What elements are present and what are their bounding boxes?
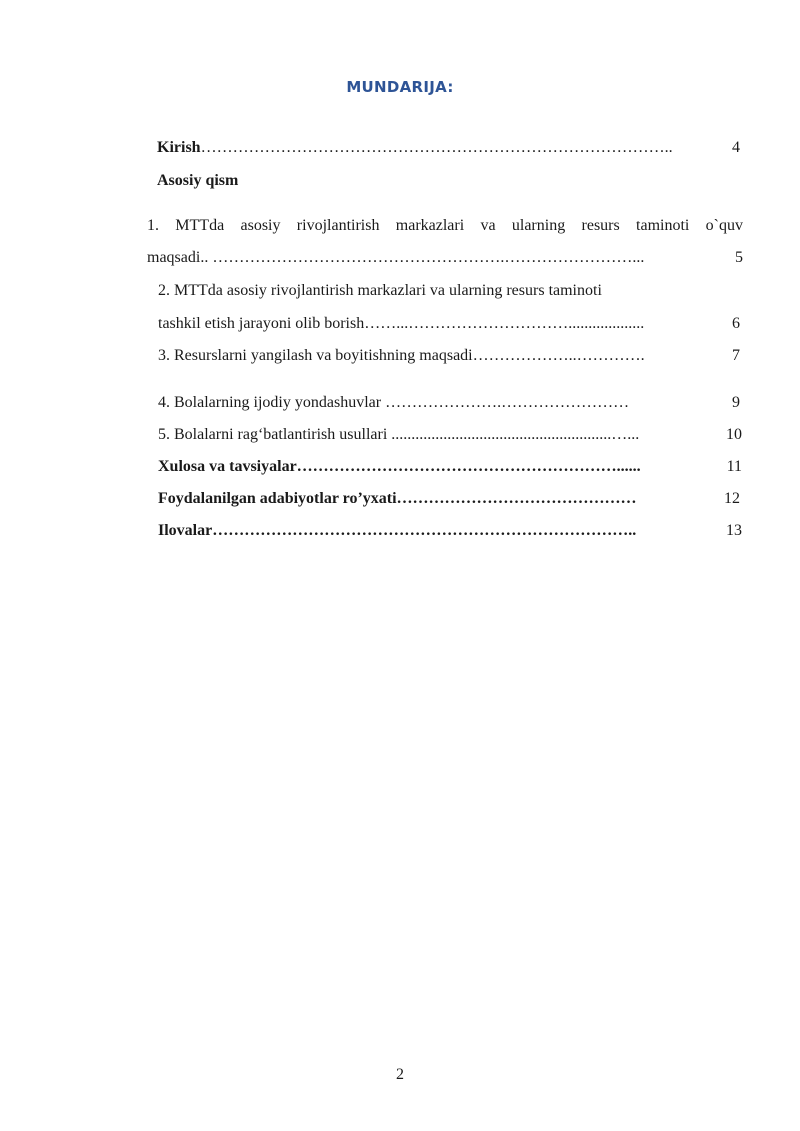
toc-entry-2-line1: 2. MTTda asosiy rivojlantirish markazlari va ularning resurs taminoti [158,282,602,299]
toc-leader-dots: …………………………………………………………………….. [212,522,637,539]
toc-page-number: 7 [732,347,740,364]
toc-title: MUNDARIJA: [346,78,454,96]
toc-page-number: 12 [724,490,740,507]
toc-page-number: 6 [732,315,740,332]
toc-entry-ilovalar [158,521,742,541]
toc-page-number: 13 [726,522,742,539]
toc-entry-label: maqsadi.. ……………………………………………….……………………... [147,249,645,266]
toc-leader-dots: ……………………………………… [396,490,637,507]
toc-entry-label: Xulosa va tavsiyalar [158,458,297,475]
toc-entry-label: 5. Bolalarni rag‘batlantirish usullari .......................................................…... [158,426,640,443]
toc-page-number: 11 [726,458,742,475]
toc-leader-dots: …………………………………………………………………………….. [200,139,673,156]
toc-entry-label: Kirish [157,139,201,156]
toc-entry-xulosa [158,457,742,477]
toc-entry-label: 3. Resurslarni yangilash va boyitishning maqsadi………………..…………. [158,347,645,364]
toc-entry-5 [158,425,742,445]
toc-entry-2-line2 [158,314,740,334]
toc-entry-label: 4. Bolalarning ijodiy yondashuvlar ………………….…………………… [158,394,630,411]
toc-entry-kirish [157,138,740,158]
toc-entry-foydalanilgan [158,489,740,509]
toc-entry-1-line1: 1. MTTda asosiy rivojlantirish markazlari va ularning resurs taminoti o`quv [147,217,743,234]
toc-page-number: 4 [732,139,740,156]
toc-page-number: 9 [732,394,740,411]
toc-section-asosiy: Asosiy qism [157,172,239,189]
toc-entry-1-line2 [147,248,743,268]
toc-entry-label: Ilovalar [158,522,213,539]
toc-entry-label: Foydalanilgan adabiyotlar ro’yxati [158,490,397,507]
toc-leader-dots: ……………………………………………………...... [296,458,641,475]
page-number: 2 [396,1066,404,1083]
toc-entry-4 [158,393,740,413]
toc-entry-3 [158,346,740,366]
toc-page-number: 5 [735,249,743,266]
toc-entry-label: tashkil etish jarayoni olib borish……...…………………………................... [158,315,645,332]
toc-page-number: 10 [726,426,742,443]
